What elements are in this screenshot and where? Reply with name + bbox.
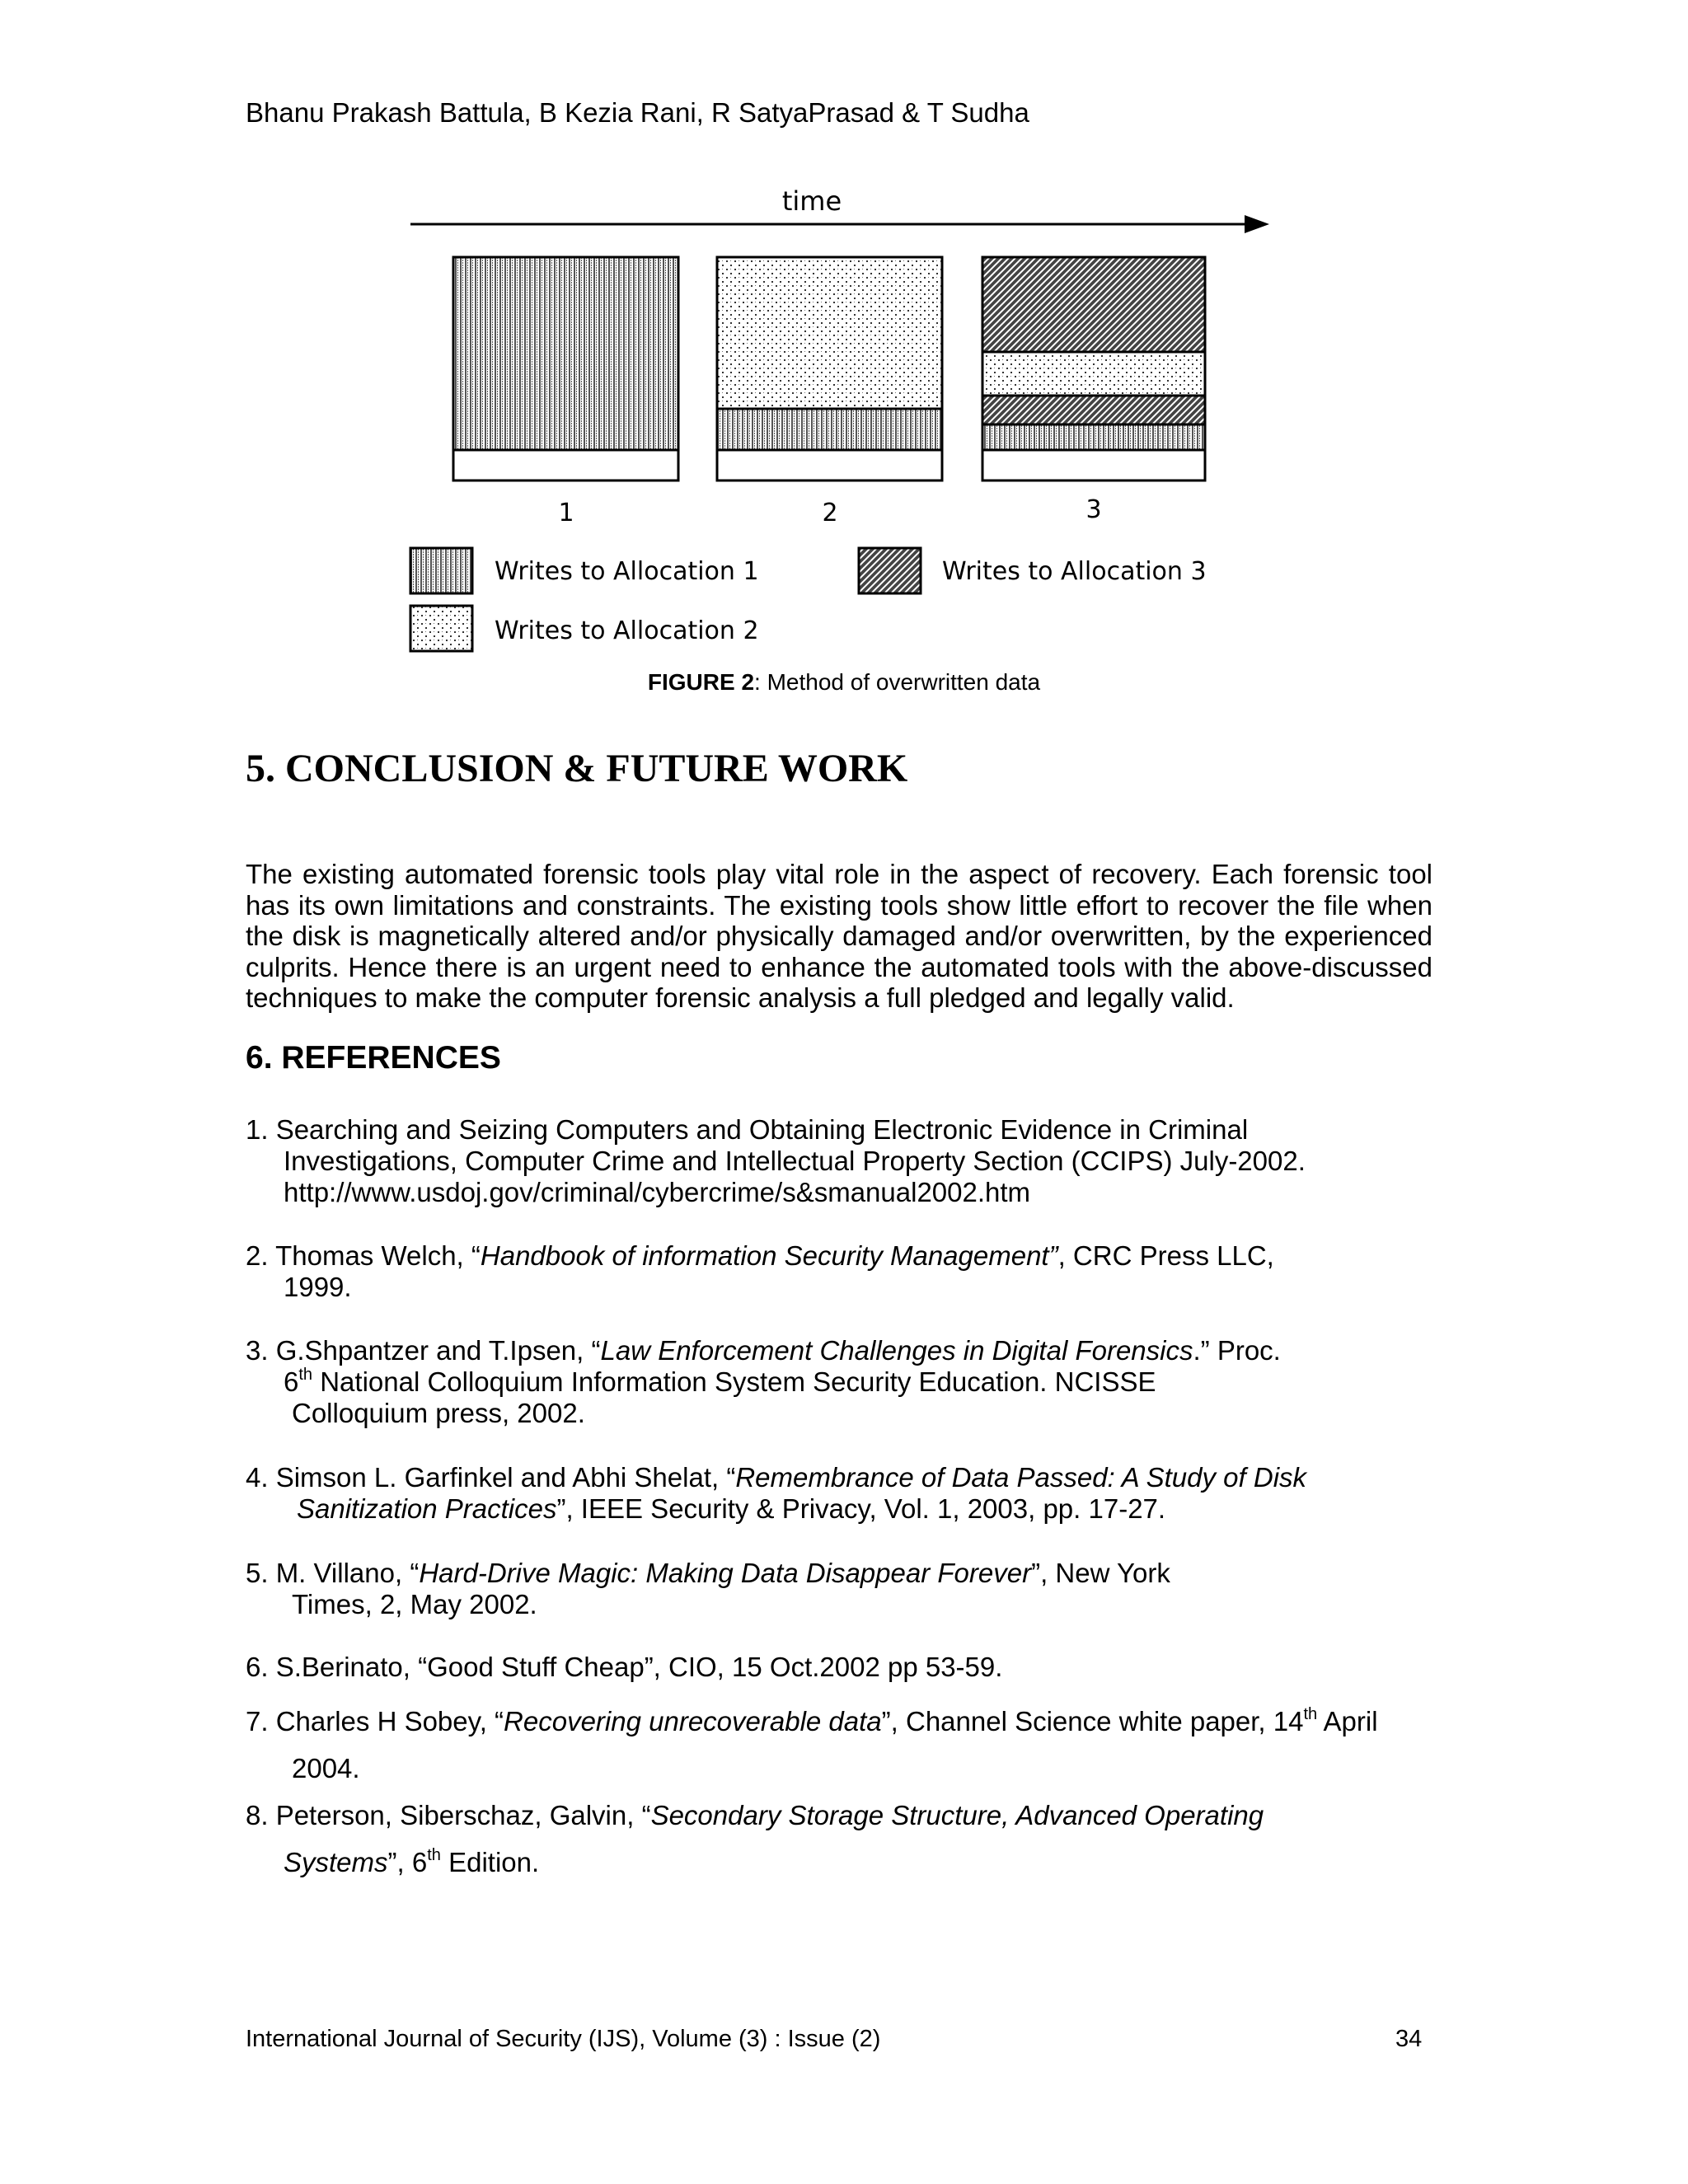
ref8-title-line2: Systems [284,1847,388,1877]
ref3-post: .” Proc. [1193,1335,1281,1366]
ref1-line1: 1. Searching and Seizing Computers and Obtaining Electronic Evidence in Criminal [246,1114,1249,1145]
legend-swatch-alloc1 [410,548,472,593]
ref7-post: ”, Channel Science white paper, 14 [881,1706,1304,1736]
reference-7 [246,1698,1378,1792]
ref4-post: ”, IEEE Security & Privacy, Vol. 1, 2003, pp. 17-27. [556,1493,1166,1524]
ref3-edition-num: 6 [284,1366,299,1397]
legend-label-alloc2: Writes to Allocation 2 [495,616,759,645]
ref5-title: Hard-Drive Magic: Making Data Disappear Forever [419,1558,1032,1588]
allocation-column-3 [982,257,1205,480]
reference-2 [246,1240,1274,1303]
column-label-3: 3 [1085,495,1102,524]
figure-overwritten-data [396,185,1327,680]
time-arrow-head [1245,215,1269,233]
ref1-line2: Investigations, Computer Crime and Intellectual Property Section (CCIPS) July-2002. [284,1146,1306,1176]
figure-caption [0,669,1688,696]
ref5-line2: Times, 2, May 2002. [292,1589,537,1619]
legend-swatch-alloc3 [859,548,921,593]
ref3-pre: 3. G.Shpantzer and T.Ipsen, “ [246,1335,601,1366]
ref2-line2: 1999. [284,1272,352,1302]
reference-4 [246,1462,1306,1525]
ref2-post: , CRC Press LLC, [1057,1240,1274,1271]
reference-6: 6. S.Berinato, “Good Stuff Cheap”, CIO, 15 Oct.2002 pp 53-59. [246,1652,1003,1682]
reference-5 [246,1558,1170,1620]
ref2-title: Handbook of information Security Management” [480,1240,1058,1271]
caption-text: : Method of overwritten data [754,669,1041,695]
section-heading-conclusion: 5. CONCLUSION & FUTURE WORK [246,747,908,790]
ref7-post2: April [1317,1706,1378,1736]
ref2-pre: 2. Thomas Welch, “ [246,1240,481,1271]
ref4-title-line1: Remembrance of Data Passed: A Study of Disk [735,1462,1307,1493]
reference-8 [246,1792,1264,1886]
ref8-title-line1: Secondary Storage Structure, Advanced Operating [650,1800,1264,1830]
ref5-post: ”, New York [1031,1558,1170,1588]
ref3-line3: Colloquium press, 2002. [292,1398,585,1428]
time-axis-label: time [781,185,842,217]
reference-1 [246,1114,1306,1208]
caption-label: FIGURE 2 [647,669,755,695]
allocation-column-2 [717,257,942,480]
section-heading-references: 6. REFERENCES [246,1040,501,1076]
ref4-line2 [246,1493,1306,1525]
ref8-sup: th [427,1846,441,1864]
ref7-sup: th [1303,1705,1318,1723]
ref8-pre: 8. Peterson, Siberschaz, Galvin, “ [246,1800,651,1830]
ref3-sup: th [298,1366,313,1384]
ref3-line2-rest: National Colloquium Information System Security Education. NCISSE [312,1366,1156,1397]
figure-diagram [396,185,1327,663]
ref5-pre: 5. M. Villano, “ [246,1558,420,1588]
ref8-post: ”, 6 [387,1847,428,1877]
legend-label-alloc1: Writes to Allocation 1 [495,557,759,586]
conclusion-paragraph: The existing automated forensic tools play vital role in the aspect of recovery. Each forensic tool has its own limitations and constraints. The existing tools show little effort to recover the file when the disk is magnetically altered and/or physically damaged and/or overwritten, by the experienced culprits. Hence there is an urgent need to enhance the automated tools with the above-discussed techniques to make the computer forensic analysis a full pledged and legally valid. [246,859,1432,1013]
allocation-column-1 [453,257,678,480]
ref7-title: Recovering unrecoverable data [504,1706,882,1736]
legend-label-alloc3: Writes to Allocation 3 [942,557,1207,586]
ref8-line2 [246,1839,1264,1886]
ref3-line2 [246,1366,1281,1398]
footer-journal: International Journal of Security (IJS), Volume (3) : Issue (2) [246,2026,881,2052]
ref1-url: http://www.usdoj.gov/criminal/cybercrime/s&smanual2002.htm [284,1177,1031,1207]
column-label-2: 2 [822,499,838,527]
footer-page-number: 34 [1395,2026,1423,2052]
ref7-pre: 7. Charles H Sobey, “ [246,1706,504,1736]
ref4-pre: 4. Simson L. Garfinkel and Abhi Shelat, “ [246,1462,736,1493]
ref7-line2: 2004. [292,1753,360,1783]
reference-3 [246,1335,1281,1429]
ref4-title-line2: Sanitization Practices [297,1493,557,1524]
ref8-post2: Edition. [440,1847,540,1877]
legend-swatch-alloc2 [410,606,472,651]
running-header-authors: Bhanu Prakash Battula, B Kezia Rani, R SatyaPrasad & T Sudha [246,97,1029,128]
column-label-1: 1 [558,499,574,527]
ref3-title: Law Enforcement Challenges in Digital Forensics [600,1335,1193,1366]
